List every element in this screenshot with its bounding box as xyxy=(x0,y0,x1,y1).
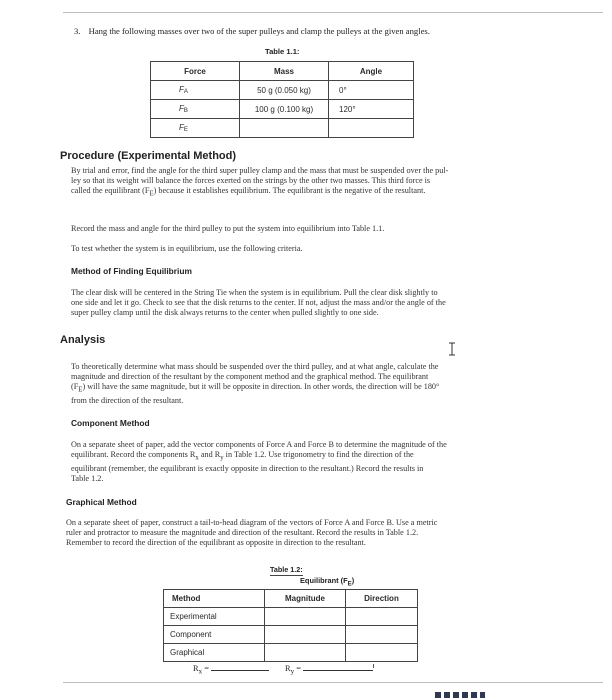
table1-caption: Table 1.1: xyxy=(265,47,300,56)
text-line: On a separate sheet of paper, add the vector components of Force A and Force B to determine the magnitude of the xyxy=(71,440,447,449)
force-symbol: F xyxy=(179,104,184,113)
force-cell xyxy=(151,100,240,119)
angle-cell: 0° xyxy=(329,81,414,100)
bottom-rule xyxy=(63,682,603,683)
text-line: Table 1.2. xyxy=(71,474,104,484)
corner-mark xyxy=(435,692,485,698)
mass-cell xyxy=(240,119,329,138)
text-line: $(F_E)$ will have the same magnitude, but it will be opposite in direction. In other words, the direction will be 180° xyxy=(71,382,440,395)
text-line: By trial and error, find the angle for the third super pulley clamp and the mass that must be suspended over the pul- xyxy=(71,166,449,175)
rx-blank[interactable] xyxy=(211,670,269,671)
i-beam-icon xyxy=(448,342,456,356)
direction-input-cell[interactable] xyxy=(346,608,418,626)
graphical-heading: Graphical Method xyxy=(66,497,137,507)
mass-cell: 50 g (0.050 kg) xyxy=(240,81,329,100)
component-heading: Component Method xyxy=(71,418,150,428)
angle-cell: 120° xyxy=(329,100,414,119)
force-symbol: F xyxy=(179,123,184,132)
method-cell: Experimental xyxy=(164,608,265,626)
text-line: one side and let it go. Check to see that the disk returns to the center. If not, adjust the mass and/or the angle of the xyxy=(71,298,446,308)
analysis-paragraph xyxy=(71,362,541,406)
header-mass: Mass xyxy=(240,62,329,81)
table-row xyxy=(151,100,414,119)
force-cell xyxy=(151,119,240,138)
force-subscript: B xyxy=(183,108,188,114)
angle-cell xyxy=(329,119,414,138)
ry-blank[interactable] xyxy=(303,670,373,671)
component-paragraph xyxy=(71,440,541,484)
magnitude-input-cell[interactable] xyxy=(265,644,346,662)
table-row xyxy=(151,119,414,138)
ry-field xyxy=(285,664,373,676)
procedure-paragraph-1 xyxy=(71,166,541,200)
table-1-2 xyxy=(163,589,418,662)
top-rule xyxy=(63,12,603,13)
graphical-paragraph xyxy=(66,518,541,549)
rx-field xyxy=(193,664,269,676)
text-line: On a separate sheet of paper, construct a tail-to-head diagram of the vectors of Force A and Force B. Use a metric xyxy=(66,518,438,527)
force-subscript: E xyxy=(183,127,188,133)
step-number: 3. xyxy=(74,26,81,36)
header-magnitude: Magnitude xyxy=(265,590,346,608)
text-line: called the equilibrant $(F_E)$ because it establishes equilibrium. The equilibrant is the negative of the resultant. xyxy=(71,186,426,199)
method-heading: Method of Finding Equilibrium xyxy=(71,266,192,276)
mass-cell: 100 g (0.100 kg) xyxy=(240,100,329,119)
ry-label: $R_y$ = xyxy=(285,664,301,676)
analysis-heading: Analysis xyxy=(60,334,106,346)
header-force: Force xyxy=(151,62,240,81)
step-text: Hang the following masses over two of the super pulleys and clamp the pulleys at the given angles. xyxy=(88,26,430,36)
force-subscript: A xyxy=(183,89,188,95)
header-angle: Angle xyxy=(329,62,414,81)
table-1-1 xyxy=(150,61,414,138)
text-line: equilibrant (remember, the equilibrant is exactly opposite in direction to the resultant.) Record the results in xyxy=(71,464,424,474)
text-line: ley so that its weight will balance the forces exerted on the strings by the other two masses. This third force is xyxy=(71,176,431,186)
magnitude-input-cell[interactable] xyxy=(265,608,346,626)
table-row xyxy=(151,81,414,100)
procedure-paragraph-2: Record the mass and angle for the third pulley to put the system into equilibrium into Table 1.1. xyxy=(71,224,385,233)
direction-input-cell[interactable] xyxy=(346,644,418,662)
method-cell: Graphical xyxy=(164,644,265,662)
table-header-row xyxy=(151,62,414,81)
table-row xyxy=(164,608,418,626)
punctuation-mark xyxy=(373,664,374,668)
text-line: super pulley clamp until the disk always returns to the center when pulled slightly to one side. xyxy=(71,308,379,318)
text-line: from the direction of the resultant. xyxy=(71,396,184,406)
method-cell: Component xyxy=(164,626,265,644)
text-line: magnitude and direction of the resultant by the component method and the graphical method. The equilibrant xyxy=(71,372,429,382)
text-line: To theoretically determine what mass should be suspended over the third pulley, and at what angle, calculate the xyxy=(71,362,439,371)
procedure-heading: Procedure (Experimental Method) xyxy=(60,150,237,162)
header-method: Method xyxy=(164,590,265,608)
table2-group-header: Equilibrant $(F_E)$ xyxy=(300,576,355,588)
text-line: equilibrant. Record the components $R_x$ and $R_y$ in Table 1.2. Use trigonometry to find the direction of the xyxy=(71,450,414,462)
header-direction: Direction xyxy=(346,590,418,608)
table-row xyxy=(164,644,418,662)
text-line: The clear disk will be centered in the String Tie when the system is in equilibrium. Pull the clear disk slightly to xyxy=(71,288,438,297)
table2-caption: Table 1.2: xyxy=(270,565,303,574)
text-line: Remember to record the direction of the equilibrant as opposite in direction to the resultant. xyxy=(66,538,366,548)
magnitude-input-cell[interactable] xyxy=(265,626,346,644)
method-paragraph xyxy=(71,288,541,319)
direction-input-cell[interactable] xyxy=(346,626,418,644)
text-line: ruler and protractor to measure the magnitude and direction of the resultant. Record the results in Table 1.2. xyxy=(66,528,419,538)
procedure-paragraph-3: To test whether the system is in equilibrium, use the following criteria. xyxy=(71,244,303,253)
force-symbol: F xyxy=(179,85,184,94)
rx-label: $R_x$ = xyxy=(193,664,209,676)
table-row xyxy=(164,626,418,644)
table-header-row xyxy=(164,590,418,608)
text-cursor-icon xyxy=(448,342,456,356)
step-line xyxy=(74,26,430,36)
force-cell xyxy=(151,81,240,100)
